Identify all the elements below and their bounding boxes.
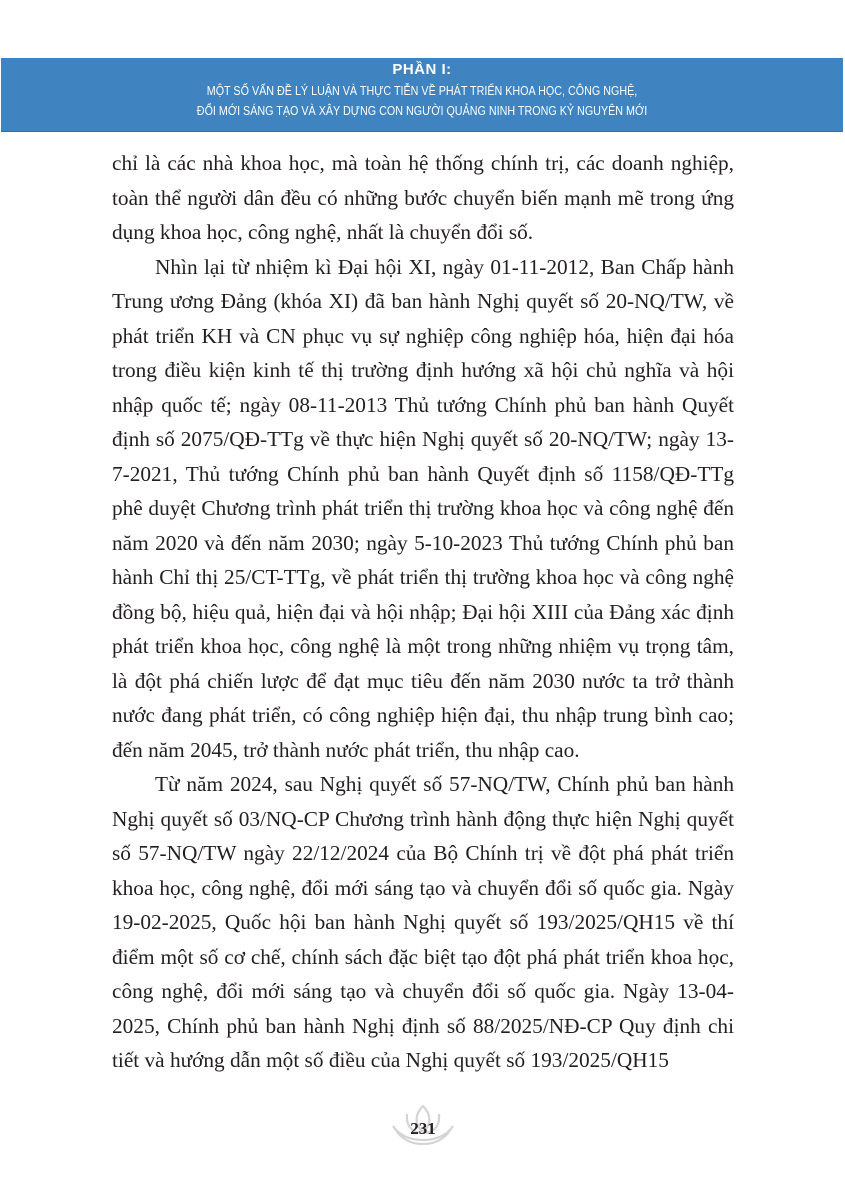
page-number: 231	[410, 1119, 436, 1138]
section-subtitle-line-1: MỘT SỐ VẤN ĐỀ LÝ LUẬN VÀ THỰC TIỄN VỀ PHÁT TRIỂN KHOA HỌC, CÔNG NGHỆ,	[206, 84, 638, 98]
paragraph: Từ năm 2024, sau Nghị quyết số 57-NQ/TW, Chính phủ ban hành Nghị quyết số 03/NQ-CP Chương trình hành động thực hiện Nghị quyết số 57-NQ/TW ngày 22/12/2024 của Bộ Chính trị về đột phá phát triển khoa học, công nghệ, đổi mới sáng tạo và chuyển đổi số quốc gia. Ngày 19-02-2025, Quốc hội ban hành Nghị quyết số 193/2025/QH15 về thí điểm một số cơ chế, chính sách đặc biệt tạo đột phá phát triển khoa học, công nghệ, đổi mới sáng tạo và chuyển đổi số quốc gia. Ngày 13-04-2025, Chính phủ ban hành Nghị định số 88/2025/NĐ-CP Quy định chi tiết và hướng dẫn một số điều của Nghị quyết số 193/2025/QH15	[112, 772, 734, 1072]
paragraph: Nhìn lại từ nhiệm kì Đại hội XI, ngày 01-11-2012, Ban Chấp hành Trung ương Đảng (khóa XI) đã ban hành Nghị quyết số 20-NQ/TW, về phát triển KH và CN phục vụ sự nghiệp công nghiệp hóa, hiện đại hóa trong điều kiện kinh tế thị trường định hướng xã hội chủ nghĩa và hội nhập quốc tế; ngày 08-11-2013 Thủ tướng Chính phủ ban hành Quyết định số 2075/QĐ-TTg về thực hiện Nghị quyết số 20-NQ/TW; ngày 13-7-2021, Thủ tướng Chính phủ ban hành Quyết định số 1158/QĐ-TTg phê duyệt Chương trình phát triển thị trường khoa học và công nghệ đến năm 2020 và đến năm 2030; ngày 5-10-2023 Thủ tướng Chính phủ ban hành Chỉ thị 25/CT-TTg, về phát triển thị trường khoa học và công nghệ đồng bộ, hiệu quả, hiện đại và hội nhập; Đại hội XIII của Đảng xác định phát triển khoa học, công nghệ là một trong những nhiệm vụ trọng tâm, là đột phá chiến lược để đạt mục tiêu đến năm 2030 nước ta trở thành nước đang phát triển, có công nghiệp hiện đại, thu nhập trung bình cao; đến năm 2045, trở thành nước phát triển, thu nhập cao.	[112, 254, 734, 762]
part-label: PHẦN I:	[392, 61, 452, 78]
section-subtitle-line-2: ĐỔI MỚI SÁNG TẠO VÀ XÂY DỰNG CON NGƯỜI QUẢNG NINH TRONG KỶ NGUYÊN MỚI	[196, 104, 648, 118]
paragraph-continuation: chỉ là các nhà khoa học, mà toàn hệ thống chính trị, các doanh nghiệp, toàn thể người dân đều có những bước chuyển biến mạnh mẽ trong ứng dụng khoa học, công nghệ, nhất là chuyển đổi số.	[112, 151, 734, 244]
body-text	[112, 146, 734, 1078]
page-footer	[387, 1102, 459, 1150]
section-header-band	[1, 58, 843, 132]
